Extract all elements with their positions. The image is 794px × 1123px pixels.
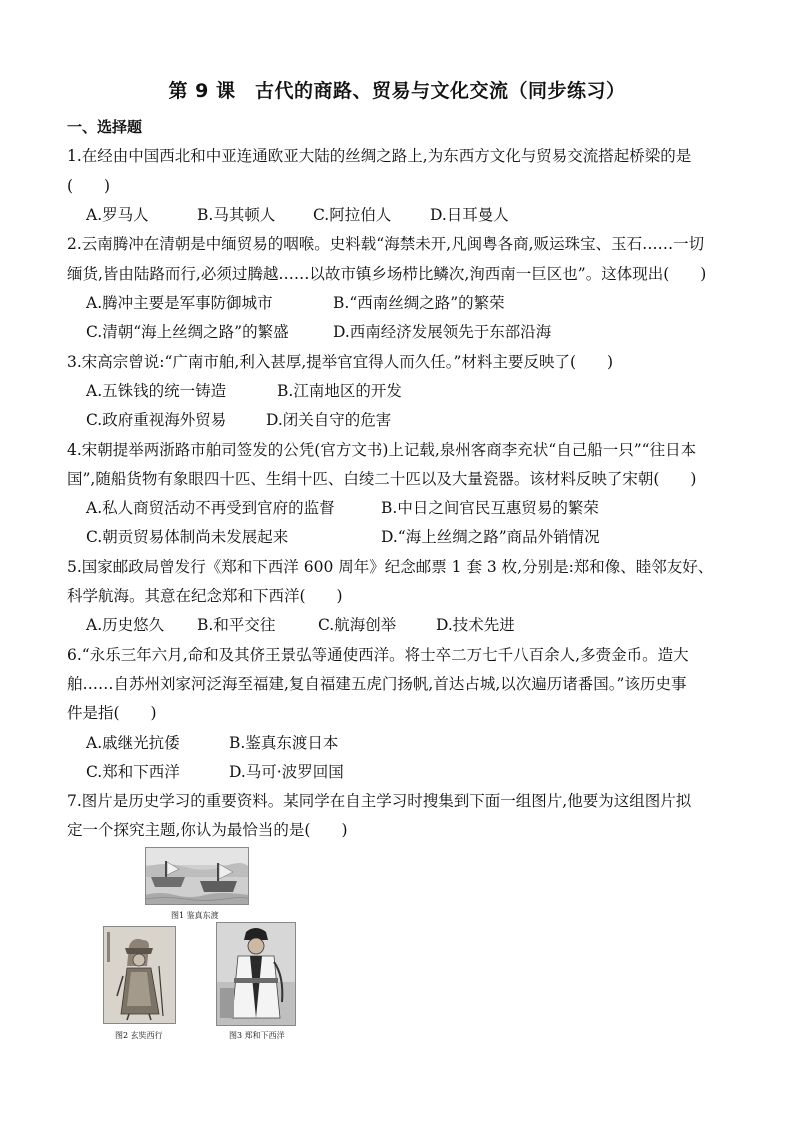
q5-option-b: B.和平交往	[197, 616, 276, 634]
q1-option-d: D.日耳曼人	[430, 206, 509, 224]
q4-option-b: B.中日之间官民互惠贸易的繁荣	[381, 499, 599, 517]
figure-2-caption: 图2 玄奘西行	[115, 1031, 163, 1040]
question-5-text: 5.国家邮政局曾发行《郑和下西洋 600 周年》纪念邮票 1 套 3 枚,分别是:郑和像、睦邻友好、	[67, 558, 714, 576]
q2-option-b: B.“西南丝绸之路”的繁荣	[333, 294, 505, 312]
figure-2-image	[103, 926, 176, 1024]
q3-option-d: D.闭关自守的危害	[266, 411, 392, 429]
q4-option-d: D.“海上丝绸之路”商品外销情况	[381, 528, 600, 546]
q5-option-d: D.技术先进	[436, 616, 515, 634]
question-7-text: 7.图片是历史学习的重要资料。某同学在自主学习时搜集到下面一组图片,他要为这组图片拟	[67, 792, 692, 810]
question-4-text: 4.宋朝提举两浙路市舶司签发的公凭(官方文书)上记载,泉州客商李充状“自己船一只”“往日本	[67, 441, 697, 459]
q3-option-a: A.五铢钱的统一铸造	[86, 382, 227, 400]
figure-1-image	[145, 847, 249, 905]
question-1-text-2: ( )	[67, 177, 111, 195]
question-6-text-3: 件是指( )	[67, 704, 157, 722]
section-heading: 一、选择题	[67, 118, 143, 136]
q6-option-c: C.郑和下西洋	[86, 763, 180, 781]
q6-option-d: D.马可·波罗回国	[229, 763, 344, 781]
q4-option-a: A.私人商贸活动不再受到官府的监督	[86, 499, 335, 517]
q6-option-b: B.鉴真东渡日本	[229, 734, 339, 752]
q2-option-a: A.腾冲主要是军事防御城市	[86, 294, 273, 312]
q5-option-c: C.航海创举	[318, 616, 397, 634]
question-7-text-2: 定一个探究主题,你认为最恰当的是( )	[67, 821, 348, 839]
q3-option-c: C.政府重视海外贸易	[86, 411, 227, 429]
question-3-text: 3.宋高宗曾说:“广南市舶,利入甚厚,提举官宜得人而久任。”材料主要反映了( )	[67, 353, 614, 371]
figure-3-image	[216, 922, 296, 1026]
page-title: 第 9 课 古代的商路、贸易与文化交流（同步练习）	[168, 80, 626, 102]
q6-option-a: A.戚继光抗倭	[86, 734, 180, 752]
question-6-text: 6.“永乐三年六月,命和及其侪王景弘等通使西洋。将士卒二万七千八百余人,多赍金币。造大	[67, 646, 689, 664]
q3-option-b: B.江南地区的开发	[277, 382, 402, 400]
figure-1-caption: 图1 鉴真东渡	[171, 911, 219, 920]
q4-option-c: C.朝贡贸易体制尚未发展起来	[86, 528, 289, 546]
question-5-text-2: 科学航海。其意在纪念郑和下西洋( )	[67, 587, 343, 605]
q2-option-c: C.清朝“海上丝绸之路”的繁盛	[86, 323, 289, 341]
question-2-text-2: 缅货,皆由陆路而行,必须过腾越……以故市镇乡场栉比鳞次,洵西南一巨区也”。这体现出( )	[67, 265, 707, 283]
question-1-text: 1.在经由中国西北和中亚连通欧亚大陆的丝绸之路上,为东西方文化与贸易交流搭起桥梁的是	[67, 147, 692, 165]
figure-3-caption: 图3 郑和下西洋	[229, 1031, 285, 1040]
question-2-text: 2.云南腾冲在清朝是中缅贸易的咽喉。史料载“海禁未开,凡闽粤各商,贩运珠宝、玉石……一切	[67, 235, 705, 253]
q1-option-a: A.罗马人	[86, 206, 149, 224]
q1-option-b: B.马其顿人	[197, 206, 276, 224]
q2-option-d: D.西南经济发展领先于东部沿海	[333, 323, 552, 341]
question-6-text-2: 舶……自苏州刘家河泛海至福建,复自福建五虎门扬帆,首达占城,以次遍历诸番国。”该历史事	[67, 675, 687, 693]
q1-option-c: C.阿拉伯人	[313, 206, 392, 224]
question-4-text-2: 国”,随船货物有象眼四十匹、生绢十匹、白绫二十匹以及大量瓷器。该材料反映了宋朝( )	[67, 470, 697, 488]
q5-option-a: A.历史悠久	[86, 616, 165, 634]
